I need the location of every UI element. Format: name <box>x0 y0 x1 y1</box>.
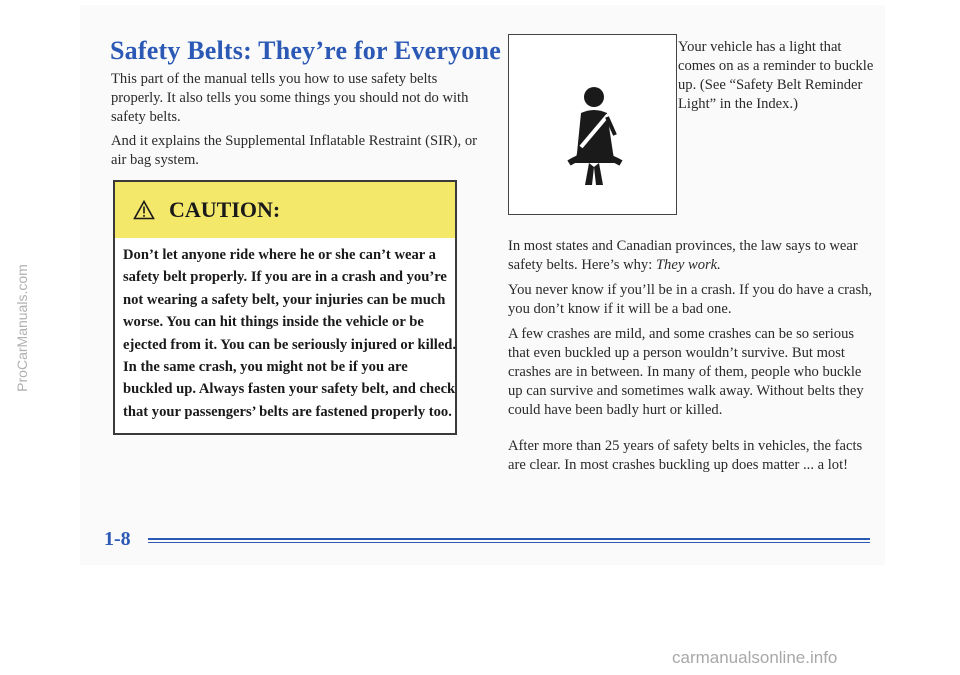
law-text: In most states and Canadian provinces, the law says to wear safety belts. Here’s why: <box>508 238 858 273</box>
footer-rule-top <box>148 538 870 540</box>
page-number: 1-8 <box>104 528 131 550</box>
intro-paragraph: This part of the manual tells you how to use safety belts properly. It also tells you some things you should not do with safety belts. <box>111 71 469 125</box>
law-paragraph <box>508 237 876 275</box>
caution-box <box>113 180 457 435</box>
seatbelt-figure <box>508 34 677 215</box>
bottom-watermark: carmanualsonline.info <box>672 648 838 667</box>
figure-caption: Your vehicle has a light that comes on as a reminder to buckle up. (See “Safety Belt Reminder Light” in the Index.) <box>678 39 874 112</box>
left-watermark <box>0 0 30 675</box>
facts-paragraph: After more than 25 years of safety belts in vehicles, the facts are clear. In most crashes buckling up does matter ... a lot! <box>508 438 863 473</box>
caution-header <box>115 182 455 238</box>
caution-label: CAUTION: <box>169 197 281 222</box>
footer-rule-bottom <box>148 542 870 543</box>
left-watermark-text: ProCarManuals.com <box>14 264 30 392</box>
warning-triangle-icon <box>133 200 155 220</box>
section-title: Safety Belts: They’re for Everyone <box>110 36 501 65</box>
crash-severity-paragraph: A few crashes are mild, and some crashes can be so serious that even buckled up a person wouldn’t survive. But most crashes are in between. In many of them, people who buckle up can survive and sometimes walk away. Without belts they could have been badly hurt or killed. <box>508 326 864 418</box>
they-work-emphasis: They work. <box>655 257 721 273</box>
crash-paragraph: You never know if you’ll be in a crash. If you do have a crash, you don’t know if it will be a bad one. <box>508 282 873 317</box>
caution-text: Don’t let anyone ride where he or she can’t wear a safety belt properly. If you are in a crash and you’re not wearing a safety belt, your injuries can be much worse. You can hit things inside the vehicle or be ejected from it. You can be seriously injured or killed. In the same crash, you might not be if you are buckled up. Always fasten your safety belt, and check that your passengers’ belts are fastened properly too. <box>123 247 457 420</box>
sir-paragraph: And it explains the Supplemental Inflatable Restraint (SIR), or air bag system. <box>111 133 477 168</box>
seatbelt-reminder-icon <box>509 35 676 214</box>
